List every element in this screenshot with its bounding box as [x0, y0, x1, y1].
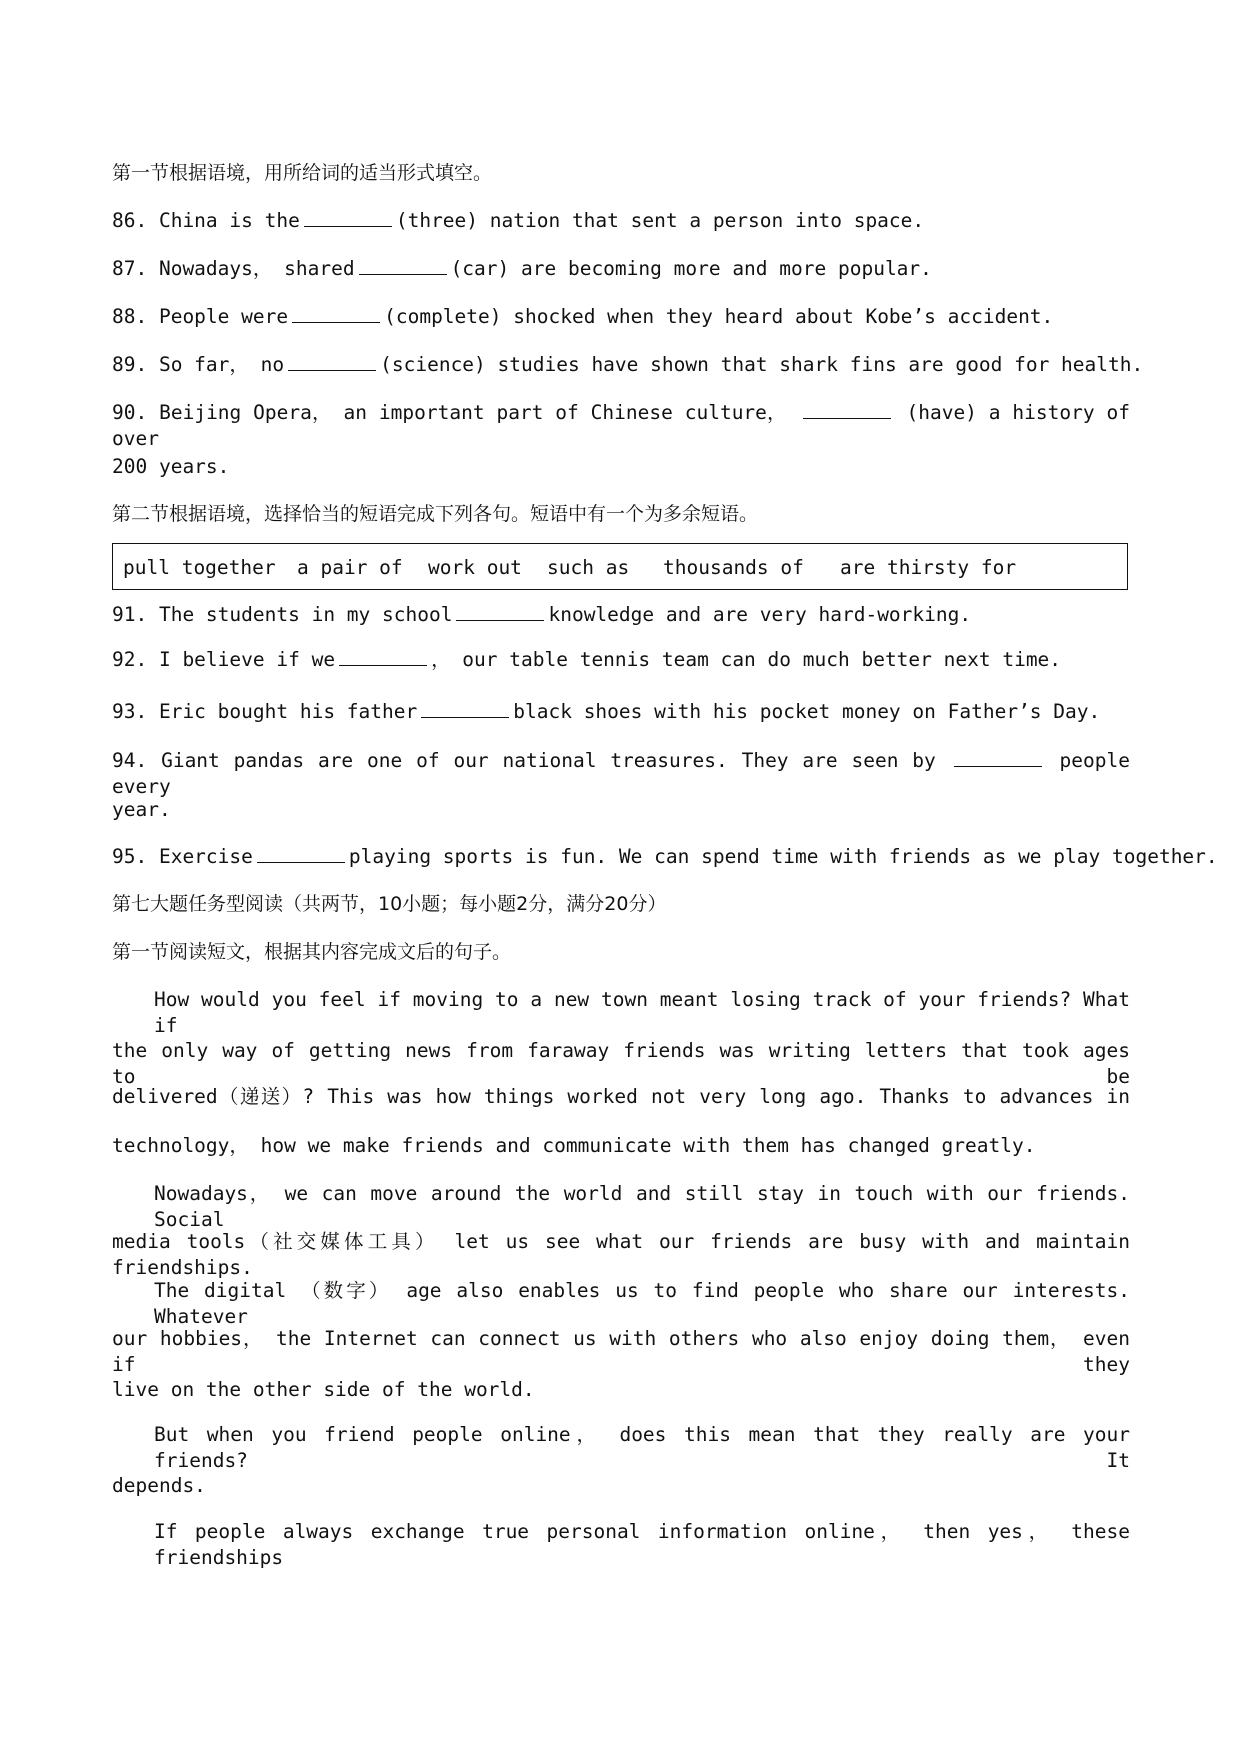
passage-line: media tools（社交媒体工具） let us see what our friends are busy with and maintain friendships. [112, 1230, 1130, 1279]
answer-blank[interactable] [359, 256, 447, 275]
answer-blank[interactable] [304, 208, 392, 227]
passage-line: depends. [112, 1474, 206, 1497]
passage-line: But when you friend people online， does this mean that they really are your friends? It [154, 1423, 1130, 1472]
question-93: 93. Eric bought his father black shoes with his pocket money on Father’s Day. [112, 700, 1101, 723]
question-90-continued: 200 years. [112, 455, 230, 478]
question-91: 91. The students in my school knowledge and are very hard-working. [112, 603, 972, 626]
question-92: 92. I believe if we ， our table tennis team can do much better next time. [112, 648, 1062, 671]
answer-blank[interactable] [257, 844, 345, 863]
phrase-item: a pair of [297, 556, 403, 579]
phrase-item: pull together [123, 556, 276, 579]
passage-line: our hobbies， the Internet can connect us with others who also enjoy doing them， even if they [112, 1327, 1130, 1376]
part7-section1-heading: 第一节阅读短文，根据其内容完成文后的句子。 [112, 941, 512, 963]
passage-line: If people always exchange true personal information online， then yes， these friendships [154, 1520, 1130, 1569]
answer-blank[interactable] [292, 304, 380, 323]
answer-blank[interactable] [339, 647, 427, 666]
answer-blank[interactable] [421, 699, 509, 718]
section1-heading: 第一节根据语境，用所给词的适当形式填空。 [112, 162, 493, 184]
passage-line: technology， how we make friends and communicate with them has changed greatly. [112, 1134, 1036, 1157]
question-88: 88. People were (complete) shocked when they heard about Kobe’s accident. [112, 305, 1054, 328]
passage-line: live on the other side of the world. [112, 1378, 535, 1401]
question-90: 90. Beijing Opera， an important part of Chinese culture， (have) a history of over [112, 401, 1130, 450]
phrase-item: work out [428, 556, 522, 579]
part7-heading: 第七大题任务型阅读（共两节，10小题；每小题2分，满分20分） [112, 893, 667, 915]
question-89: 89. So far， no (science) studies have shown that shark fins are good for health. [112, 353, 1144, 376]
passage-line: The digital （数字） age also enables us to find people who share our interests. Whatever [154, 1279, 1130, 1328]
question-94: 94. Giant pandas are one of our national treasures. They are seen by people every [112, 749, 1130, 798]
passage-line: delivered（递送）? This was how things worked not very long ago. Thanks to advances in [112, 1085, 1130, 1108]
phrase-item: are thirsty for [840, 556, 1017, 579]
question-94-continued: year. [112, 798, 171, 821]
phrase-item: such as [547, 556, 630, 579]
phrase-bank [112, 543, 1128, 590]
question-87: 87. Nowadays， shared (car) are becoming more and more popular. [112, 257, 932, 280]
answer-blank[interactable] [803, 400, 891, 419]
answer-blank[interactable] [288, 352, 376, 371]
answer-blank[interactable] [456, 602, 544, 621]
passage-line: How would you feel if moving to a new town meant losing track of your friends? What if [154, 988, 1130, 1037]
passage-line: the only way of getting news from faraway friends was writing letters that took ages to be [112, 1039, 1130, 1088]
phrase-item: thousands of [663, 556, 804, 579]
section2-heading: 第二节根据语境，选择恰当的短语完成下列各句。短语中有一个为多余短语。 [112, 503, 759, 525]
answer-blank[interactable] [954, 748, 1042, 767]
question-95: 95. Exercise playing sports is fun. We can spend time with friends as we play together. [112, 845, 1218, 868]
passage-line: Nowadays， we can move around the world and still stay in touch with our friends. Social [154, 1182, 1130, 1231]
question-86: 86. China is the (three) nation that sent a person into space. [112, 209, 925, 232]
